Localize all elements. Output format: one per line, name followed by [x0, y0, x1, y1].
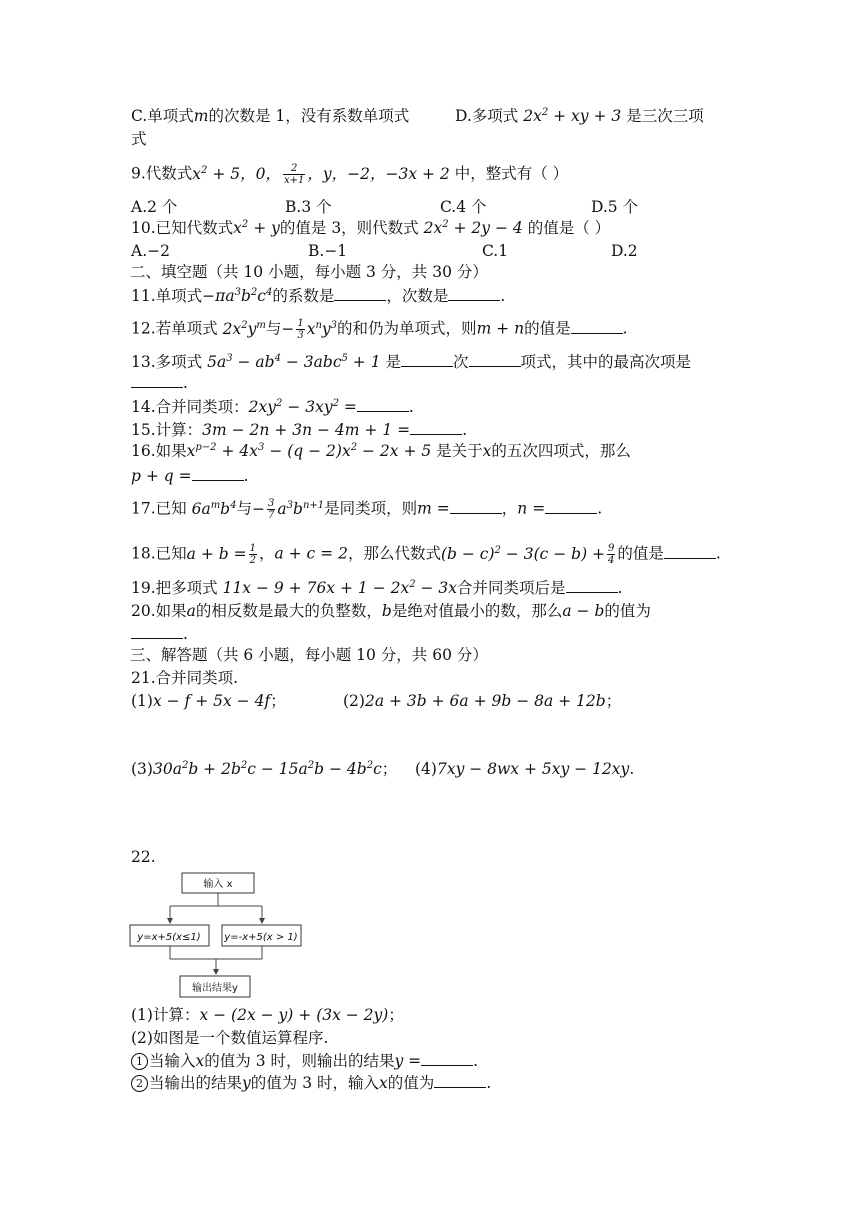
- q21-part2-label: (2): [343, 692, 365, 710]
- q21-part3: [131, 759, 397, 779]
- q13-end: .: [183, 374, 188, 392]
- circled-number: 1: [131, 1053, 148, 1070]
- q20-mid3: 的值为: [604, 602, 651, 620]
- q12-expr1: $2x^2y^m$: [222, 319, 266, 338]
- q15-expr: 3m − 2n + 3n − 4m + 1 =: [202, 421, 411, 439]
- q20-prefix: 20.如果: [131, 602, 187, 620]
- q17-mid2: 是同类项，则: [324, 499, 418, 518]
- q18-prefix: 18.已知: [131, 544, 187, 563]
- q21-part1-label: (1): [131, 692, 153, 710]
- q15: [131, 420, 467, 440]
- q12-mid3: 的值是: [524, 319, 571, 338]
- q12-mid2: 的和仍为单项式，则: [337, 319, 477, 338]
- q13-mid2: 次: [453, 353, 469, 371]
- answer-blank[interactable]: [566, 578, 618, 593]
- q21-part4-label: (4): [415, 760, 437, 778]
- answer-blank[interactable]: [450, 499, 502, 514]
- q16: [131, 441, 631, 461]
- q12-expr3: m + n: [476, 319, 525, 338]
- q11: [131, 286, 505, 306]
- q12-mid: 与: [265, 319, 282, 338]
- q8-option-d-prefix: D.多项式: [455, 107, 524, 125]
- q16-end: .: [243, 467, 249, 485]
- answer-blank[interactable]: [131, 373, 183, 388]
- q9-option-b: B.3 个: [285, 198, 332, 216]
- q11-prefix: 11.单项式: [131, 287, 203, 305]
- q20-var-a: a: [186, 602, 196, 620]
- q10-stem-suffix: 的值是（ ）: [522, 219, 611, 237]
- flow-input-label: 输入 x: [203, 879, 233, 890]
- q17-prefix: 17.已知: [131, 499, 192, 518]
- q8-option-d-expr: $2x^2$ + xy + 3: [523, 107, 622, 125]
- q13-mid3: 项式，其中的最高次项是: [520, 353, 692, 371]
- q18-fraction2: $\frac{9}{4}$: [608, 543, 615, 566]
- flow-left-label: y=x+5(x≤1): [137, 932, 201, 943]
- q18-expr1: a + b = $\frac{1}{2}$: [186, 543, 256, 566]
- answer-blank[interactable]: [545, 499, 597, 514]
- q22-part1-end: ；: [388, 1006, 404, 1024]
- q22-sub1: [131, 1051, 478, 1071]
- section2-title: 二、填空题（共 10 小题，每小题 3 分，共 30 分）: [130, 263, 488, 281]
- q17-m: m =: [417, 499, 450, 518]
- q22-sub2-mid2: 的值为: [387, 1074, 435, 1092]
- q21-part3-expr: $30a^2b + 2b^2c - 15a^2b - 4b^2c$: [152, 760, 382, 778]
- q22-sub2-var-y: y: [242, 1074, 251, 1092]
- q9-option-a: A.2 个: [131, 198, 178, 216]
- q22-sub1-expr: y =: [394, 1052, 422, 1070]
- q20-mid2: 是绝对值最小的数，那么: [391, 602, 563, 620]
- q18-sep: ，: [258, 544, 275, 563]
- q18-expr2: a + c = 2: [274, 544, 348, 563]
- answer-blank[interactable]: [334, 286, 386, 301]
- q21-part4: [415, 759, 634, 779]
- q8-option-c-var: m: [193, 107, 209, 125]
- q16-expr2: p + q =: [131, 467, 192, 485]
- answer-blank[interactable]: [410, 420, 462, 435]
- q13-wrap: [131, 373, 188, 393]
- q19-end: .: [617, 579, 623, 597]
- q22-sub2-prefix: 当输出的结果: [149, 1074, 243, 1092]
- q19-prefix: 19.把多项式: [131, 579, 223, 597]
- q14-end: .: [408, 398, 414, 416]
- q16-mid2: 的五次四项式，那么: [491, 442, 631, 460]
- q10-stem-mid: 的值是 3，则代数式: [279, 219, 424, 237]
- q22-part1-expr: x − (2x − y) + (3x − 2y): [199, 1006, 389, 1024]
- q17-mid: 与: [236, 499, 252, 518]
- answer-blank[interactable]: [469, 352, 521, 367]
- q20: [131, 601, 651, 621]
- answer-blank[interactable]: [434, 1073, 486, 1088]
- q21-part1: [131, 691, 286, 711]
- q8-option-d-wrap: 式: [131, 130, 147, 148]
- circled-number: 2: [131, 1075, 148, 1092]
- answer-blank[interactable]: [192, 466, 244, 481]
- q20-end: .: [183, 625, 188, 643]
- q17: [131, 498, 602, 521]
- q17-fraction: $\frac{3}{7}$: [268, 498, 275, 521]
- q17-end: .: [597, 499, 603, 518]
- q21-part3-label: (3): [131, 760, 153, 778]
- section3-title: 三、解答题（共 6 小题，每小题 10 分，共 60 分）: [130, 646, 488, 664]
- q21-sep: ；: [381, 760, 398, 778]
- q18-end: .: [715, 544, 721, 563]
- q9-stem-suffix: 中，整式有（ ）: [449, 164, 569, 183]
- q21-sep: ；: [605, 692, 622, 710]
- q21-end: .: [629, 760, 635, 778]
- q10-option-c: C.1: [482, 242, 509, 260]
- q22-sub1-end: .: [473, 1052, 479, 1070]
- q19-expr: $11x - 9 + 76x + 1 - 2x^2 - 3x$: [222, 579, 458, 597]
- q18-expr3: $(b - c)^2 - 3(c - b)$ + $\frac{9}{4}$: [440, 543, 615, 566]
- answer-blank[interactable]: [357, 397, 409, 412]
- q10-stem-prefix: 10.已知代数式: [131, 219, 234, 237]
- q8-option-c-suffix: 的次数是 1，没有系数单项式: [208, 107, 410, 125]
- q16-prefix: 16.如果: [131, 442, 187, 460]
- q14-prefix: 14.合并同类项：: [131, 398, 249, 416]
- q20-wrap: [131, 624, 188, 644]
- q16-wrap: [131, 466, 249, 486]
- q13-mid: 是: [380, 353, 402, 371]
- q22-part1-prefix: (1)计算：: [131, 1006, 200, 1024]
- q21-part2: [343, 691, 621, 711]
- q13: [131, 352, 691, 372]
- q9-fraction: $\frac{2}{x+1}$: [284, 163, 305, 186]
- q21-part4-expr: 7xy − 8wx + 5xy − 12xy: [436, 760, 630, 778]
- q10-option-d: D.2: [611, 242, 638, 260]
- q22-part2: (2)如图是一个数值运算程序.: [131, 1029, 329, 1047]
- q10-expr2: $2x^2 + 2y - 4$: [423, 219, 523, 237]
- q12-end: .: [622, 319, 628, 338]
- q19: [131, 578, 622, 598]
- q15-end: .: [462, 421, 468, 439]
- q18: [131, 543, 721, 566]
- answer-blank[interactable]: [664, 544, 716, 559]
- q20-var-b: b: [381, 602, 392, 620]
- q20-mid: 的相反数是最大的负整数，: [195, 602, 382, 620]
- q22-number: 22.: [131, 848, 156, 866]
- q18-fraction1: $\frac{1}{2}$: [249, 543, 256, 566]
- q22-sub1-prefix: 当输入: [149, 1052, 196, 1070]
- q11-expr: $-\pi a^3b^2c^4$: [202, 287, 273, 305]
- q14: [131, 397, 414, 417]
- q10-expr1: $x^2 + y$: [233, 219, 280, 237]
- q21-part1-expr: x − f + 5x − 4f: [152, 692, 271, 710]
- flow-output-label: 输出结果y: [192, 983, 238, 994]
- q20-expr: a − b: [562, 602, 605, 620]
- q11-mid: 的系数是: [272, 287, 335, 305]
- q22-sub2: [131, 1073, 491, 1093]
- q22-sub1-mid: 的值为 3 时，则输出的结果: [204, 1052, 395, 1070]
- q10-option-b: B.−1: [308, 242, 348, 260]
- q22-sub2-var-x: x: [379, 1074, 388, 1092]
- q18-mid: ，那么代数式: [347, 544, 441, 563]
- q9-option-d: D.5 个: [591, 198, 639, 216]
- answer-blank[interactable]: [421, 1051, 473, 1066]
- q13-expr: $5a^3 - ab^4 - 3abc^5 + 1$: [207, 353, 381, 371]
- q14-expr: $2xy^2 - 3xy^2$ =: [248, 398, 357, 416]
- q21-title: 21.合并同类项.: [131, 669, 239, 687]
- q22-part1: [131, 1005, 404, 1025]
- q11-end: .: [500, 287, 506, 305]
- q16-expr: $x^{p-2} + 4x^3 - (q - 2)x^2 - 2x + 5$: [186, 442, 432, 460]
- q18-mid2: 的值是: [617, 544, 664, 563]
- q9-expr: $x^2 + 5$，0， $\frac{2}{x+1}$ ，y，−2，−3x + 2: [192, 163, 450, 186]
- q8-option-c-prefix: C.单项式: [131, 107, 194, 125]
- q17-expr2: − $\frac{3}{7}$ $a^3b^{n+1}$: [252, 498, 325, 521]
- flowchart-diagram: [128, 870, 308, 1002]
- answer-blank[interactable]: [401, 352, 453, 367]
- q8-option-d-suffix: 是三次三项: [621, 107, 704, 125]
- q21-sep: ；: [270, 692, 286, 710]
- q21-part2-expr: 2a + 3b + 6a + 9b − 8a + 12b: [364, 692, 606, 710]
- q12-fraction: $\frac{1}{3}$: [297, 318, 304, 341]
- answer-blank[interactable]: [131, 624, 183, 639]
- q9-stem-prefix: 9.代数式: [131, 164, 193, 183]
- q13-prefix: 13.多项式: [131, 353, 208, 371]
- q19-mid: 合并同类项后是: [457, 579, 566, 597]
- q9-stem: [131, 163, 568, 186]
- q8-option-c-line: [131, 106, 409, 126]
- flow-right-label: y=-x+5(x > 1): [224, 932, 298, 943]
- q17-expr1: $6a^mb^4$: [191, 499, 237, 518]
- q17-sep: ，: [501, 499, 518, 518]
- q8-option-d-line: [455, 106, 704, 126]
- q12-expr2: − $\frac{1}{3}$ $x^ny^3$: [281, 318, 338, 341]
- q22-sub1-var: x: [195, 1052, 205, 1070]
- q12-prefix: 12.若单项式: [131, 319, 223, 338]
- q17-n: n =: [517, 499, 546, 518]
- q9-option-c: C.4 个: [440, 198, 487, 216]
- q16-mid: 是关于: [431, 442, 483, 460]
- q22-sub2-end: .: [486, 1074, 492, 1092]
- q12: [131, 318, 628, 341]
- q11-mid2: ，次数是: [386, 287, 449, 305]
- q16-var: x: [482, 442, 492, 460]
- q15-prefix: 15.计算：: [131, 421, 203, 439]
- answer-blank[interactable]: [571, 319, 623, 334]
- q22-sub2-mid: 的值为 3 时，输入: [250, 1074, 379, 1092]
- q10-option-a: A.−2: [131, 242, 170, 260]
- q10-stem: [131, 218, 610, 238]
- answer-blank[interactable]: [448, 286, 500, 301]
